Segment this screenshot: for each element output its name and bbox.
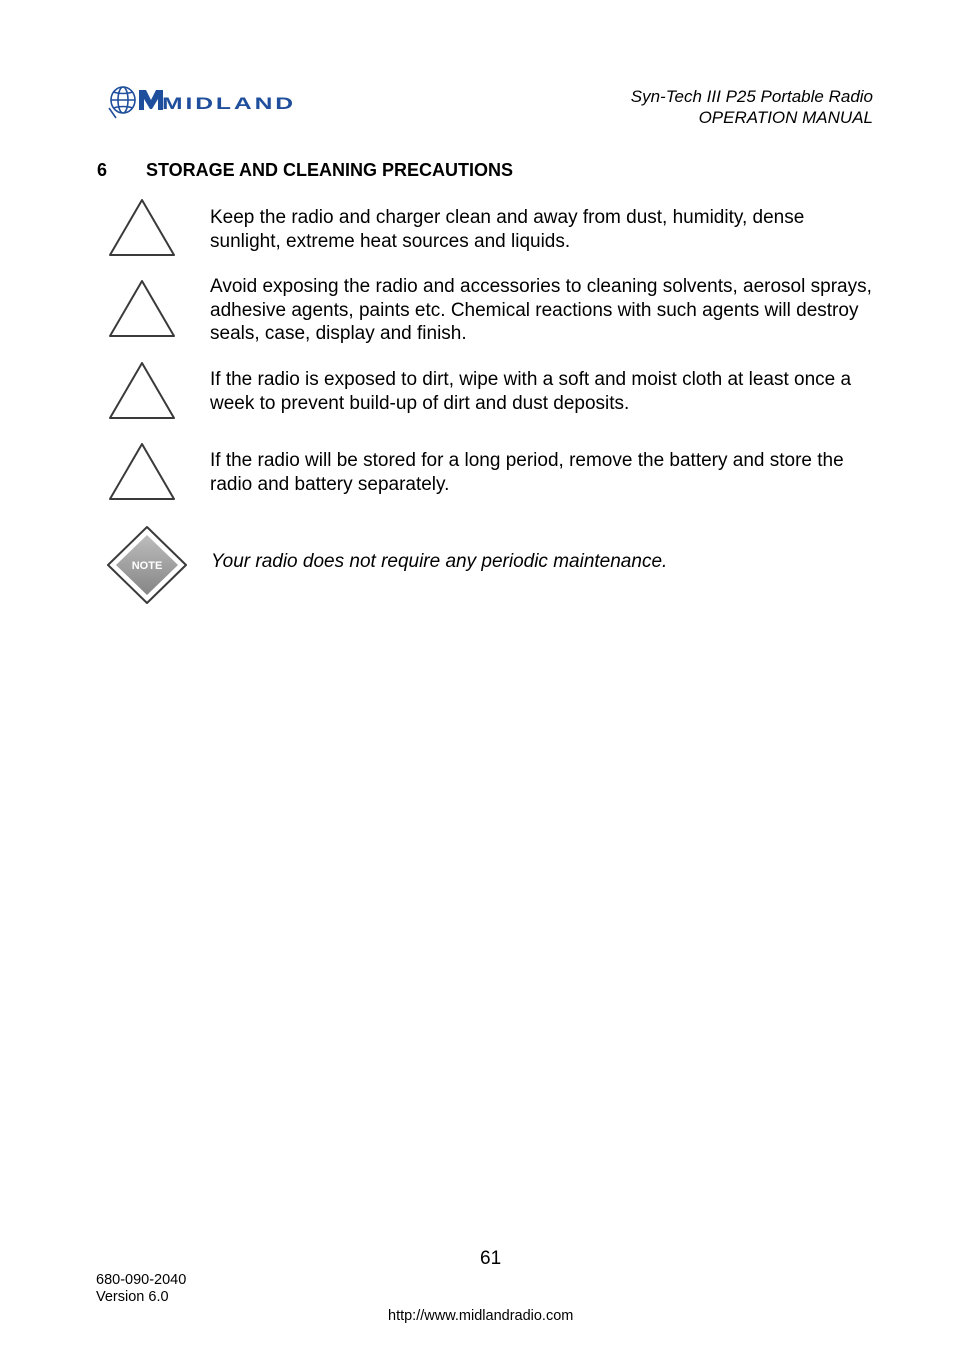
- page-number: 61: [480, 1248, 502, 1269]
- warning-text: Keep the radio and charger clean and away from dust, humidity, dense sunlight, extreme heat sources and liquids.: [210, 207, 805, 252]
- warning-icon: [107, 441, 177, 503]
- doc-number: 680-090-2040: [96, 1272, 187, 1288]
- warning-text: If the radio will be stored for a long period, remove the battery and store the radio and battery separately.: [210, 450, 844, 495]
- warning-icon: [107, 278, 177, 340]
- midland-logo: [106, 78, 302, 122]
- section-number: 6: [97, 160, 108, 180]
- product-title: Syn-Tech III P25 Portable Radio: [630, 87, 873, 106]
- footer-doc-info: [96, 1272, 186, 1306]
- manual-type: OPERATION MANUAL: [698, 108, 873, 127]
- doc-version: Version 6.0: [96, 1289, 169, 1305]
- note-icon-label: NOTE: [131, 560, 163, 572]
- note-icon: [106, 525, 188, 605]
- header-title-block: [631, 86, 873, 128]
- section-title: STORAGE AND CLEANING PRECAUTIONS: [146, 160, 514, 180]
- logo-text: MIDLAND: [162, 94, 296, 113]
- warning-text: Avoid exposing the radio and accessories to cleaning solvents, aerosol sprays, adhesive agents, paints etc. Chemical reactions with such agents will destroy seals, case, display and finish.: [210, 276, 872, 344]
- section-heading: [97, 160, 513, 181]
- footer-url[interactable]: http://www.midlandradio.com: [388, 1308, 574, 1324]
- note-text: Your radio does not require any periodic maintenance.: [211, 551, 668, 572]
- warning-icon: [107, 360, 177, 422]
- midland-logo-graphic: [106, 78, 302, 122]
- warning-text: If the radio is exposed to dirt, wipe with a soft and moist cloth at least once a week to prevent build-up of dirt and dust deposits.: [210, 369, 852, 414]
- warning-icon: [107, 197, 177, 259]
